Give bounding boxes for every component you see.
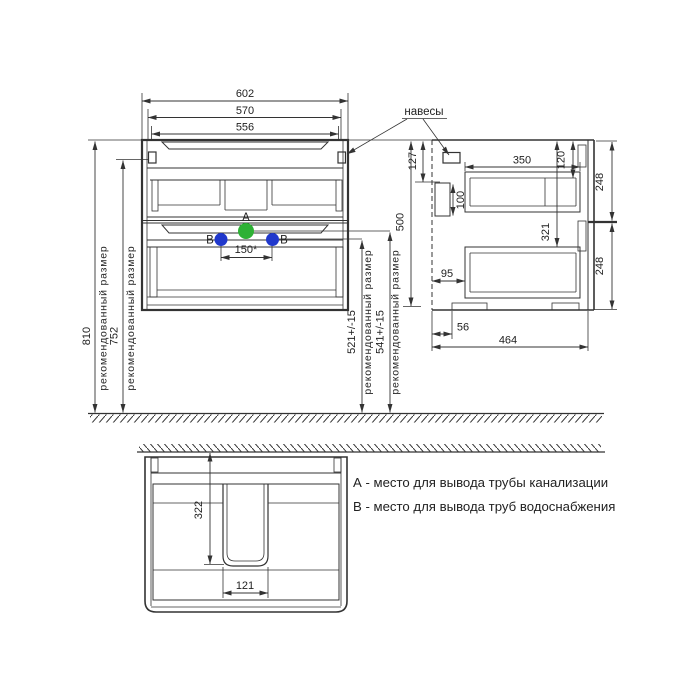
outlet-a-marker: [238, 223, 254, 239]
bottom-drawer-side: [465, 247, 580, 298]
front-width-dimensions: [142, 88, 348, 141]
dim-541: 541+/-15: [374, 310, 387, 354]
floor-hatching: [90, 415, 602, 423]
dim-321: 321: [540, 222, 552, 242]
outlet-b-right-label: B: [280, 234, 288, 247]
dim-541-note: рекомендованный размер: [389, 249, 402, 395]
siphon-recess-outer: [223, 484, 268, 566]
outlet-b-right-marker: [266, 233, 279, 246]
dim-95: 95: [440, 268, 454, 280]
siphon-recess-inner: [227, 484, 264, 561]
front-height-dimensions-right: [346, 142, 440, 413]
dim-248-top: 248: [594, 172, 606, 192]
outlet-b-left-label: B: [206, 234, 214, 247]
dim-464: 464: [498, 334, 518, 347]
top-view: [137, 444, 605, 612]
hinge-right: [338, 152, 346, 163]
outlet-b-left-marker: [215, 233, 228, 246]
dim-248-bottom: 248: [594, 256, 606, 276]
legend: [353, 475, 615, 514]
hinges-callout: [347, 106, 449, 155]
legend-line-b: В - место для вывода труб водоснабжения: [353, 499, 616, 514]
top-drawer-handle-recess: [162, 142, 328, 149]
dim-521: 521+/-15: [346, 310, 358, 354]
hinge-side: [443, 153, 460, 164]
floor: [88, 414, 604, 423]
legend-line-a: А - место для вывода трубы канализации: [353, 475, 609, 490]
dim-752: 752: [108, 326, 121, 346]
wall-rail: [435, 183, 450, 216]
dim-holes-spacing: 150*: [234, 244, 258, 256]
dim-500: 500: [394, 212, 407, 232]
front-height-dimensions-left: [81, 142, 149, 413]
outlet-a-label: A: [242, 212, 250, 224]
dim-322: 322: [193, 500, 205, 520]
dim-810: 810: [81, 326, 93, 346]
dim-56: 56: [456, 321, 470, 334]
dim-521-note: рекомендованный размер: [362, 249, 374, 395]
dim-120: 120: [555, 150, 568, 170]
hinges-label: навесы: [404, 106, 444, 118]
dim-121: 121: [235, 580, 255, 592]
dim-350: 350: [512, 154, 532, 167]
hinge-left: [149, 152, 157, 163]
dim-100: 100: [455, 190, 467, 210]
dim-810-note: рекомендованный размер: [97, 245, 110, 391]
dim-127: 127: [407, 151, 419, 171]
dim-570: 570: [235, 105, 255, 117]
dim-602: 602: [235, 88, 255, 100]
dim-556: 556: [235, 121, 255, 134]
dim-752-note: рекомендованный размер: [125, 245, 137, 391]
wall-hatching: [139, 444, 601, 452]
